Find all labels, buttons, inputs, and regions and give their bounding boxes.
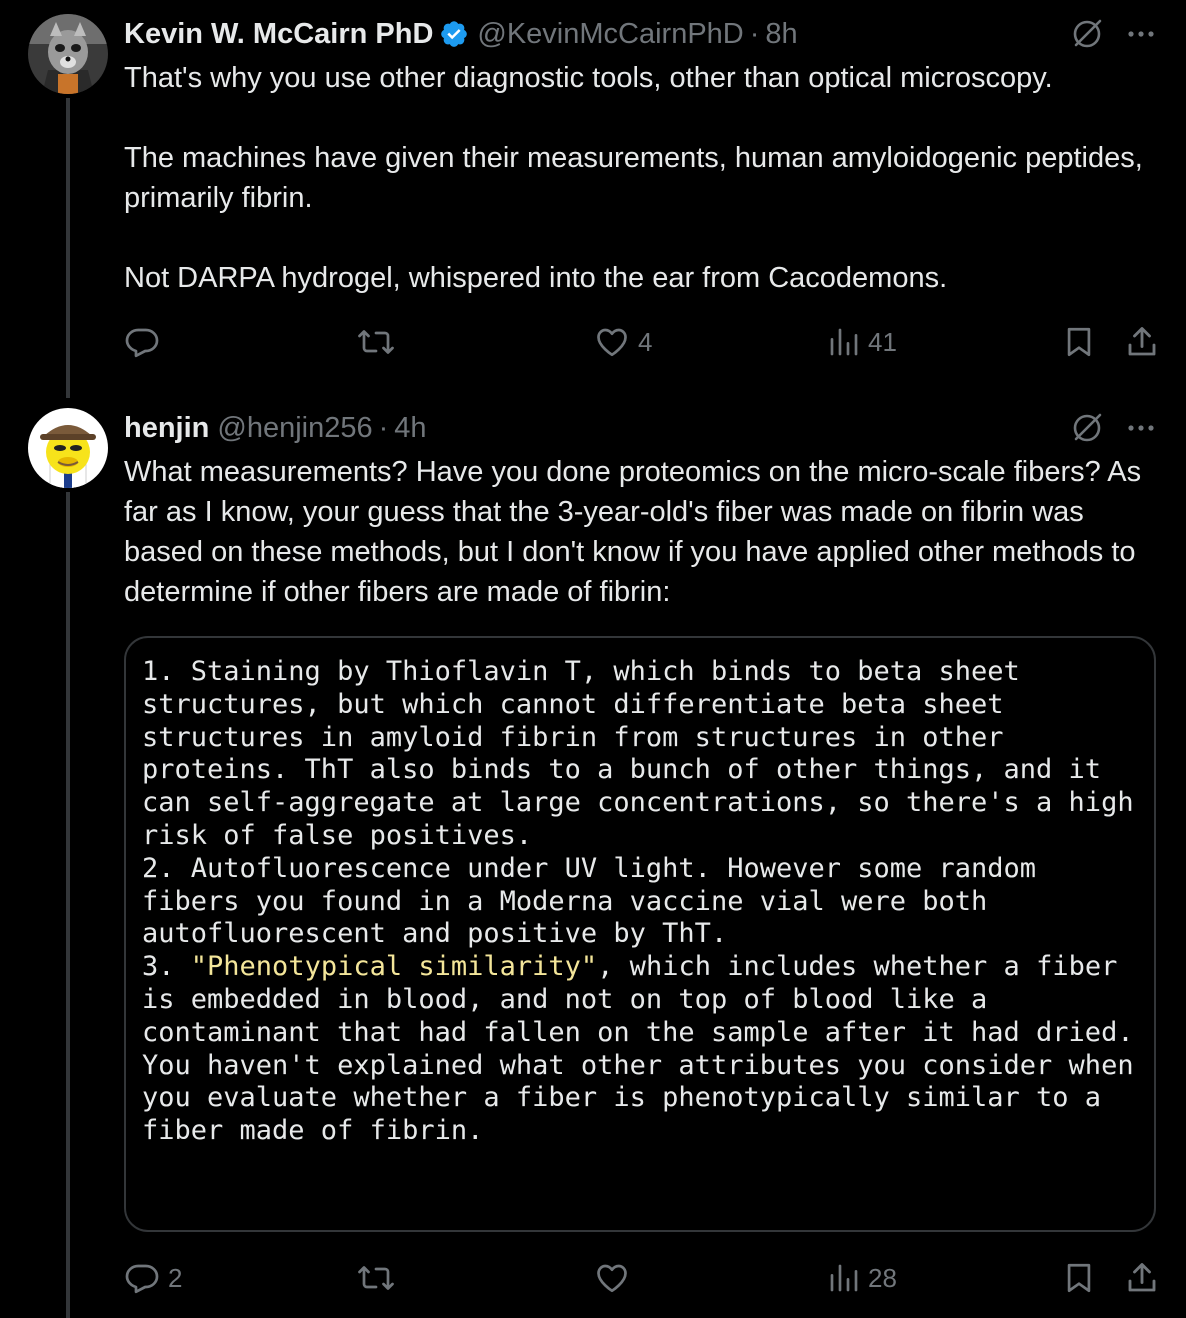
tweet-actions [124,1256,1164,1300]
separator-dot: · [749,17,760,50]
code-line: can self-aggregate at large concentrations, so there's a high [142,787,1134,819]
views-button[interactable] [828,1256,897,1300]
avatar[interactable] [28,14,108,94]
like-icon [594,1260,630,1296]
tweet-text [124,58,1164,298]
bookmark-icon [1062,1260,1096,1296]
views-button[interactable] [828,320,897,364]
tweet-text [124,452,1164,612]
repost-button[interactable] [356,1256,396,1300]
like-icon [594,324,630,360]
tweet-paragraph: Not DARPA hydrogel, whispered into the ear from Cacodemons. [124,262,948,294]
code-line [142,951,1138,984]
more-icon[interactable] [1126,19,1156,49]
reply-count: 2 [168,1262,183,1293]
share-icon [1124,1260,1160,1296]
code-block [124,636,1156,1232]
tweet-paragraph: What measurements? Have you done proteomics on the micro-scale fibers? As far as I know, your guess that the 3-year-old's fiber was made on fibrin was based on these methods, but I don't know if you have applied other methods to determine if other fibers are made of fibrin: [124,456,1142,608]
reply-button[interactable] [124,320,160,364]
tweet-top-icons [1070,408,1156,448]
share-icon [1124,324,1160,360]
avatar[interactable] [28,408,108,488]
code-line: You haven't explained what other attributes you consider when [142,1049,1134,1081]
timestamp[interactable]: 8h [765,17,798,50]
reply-button[interactable] [124,1256,182,1300]
like-button[interactable] [594,320,652,364]
code-line: proteins. ThT also binds to a bunch of other things, and it [142,754,1102,786]
code-line: 1. Staining by Thioflavin T, which binds to beta sheet [142,656,1020,687]
views-count: 28 [868,1262,897,1293]
author-name[interactable]: henjin [124,411,210,444]
tweet-header [124,408,427,448]
code-line: structures in amyloid fibrin from structures in other [142,721,1004,753]
thread-line [66,98,70,398]
thread-line [66,492,70,1318]
author-handle[interactable]: @henjin256 [217,411,373,444]
bookmark-button[interactable] [1062,1256,1096,1300]
views-icon [828,326,860,358]
code-line: you evaluate whether a fiber is phenotypically similar to a [142,1082,1102,1114]
reply-icon [124,1260,160,1296]
bookmark-button[interactable] [1062,320,1096,364]
code-line: is embedded in blood, and not on top of blood like a [142,983,988,1015]
tweet-header [124,14,798,54]
views-icon [828,1262,860,1294]
separator-dot: · [378,411,389,444]
repost-icon [356,324,396,360]
code-line: fiber made of fibrin. [142,1115,484,1147]
views-count: 41 [868,326,897,357]
repost-icon [356,1260,396,1296]
verified-badge-icon [439,19,469,49]
author-handle[interactable]: @KevinMcCairnPhD [477,17,744,50]
like-button[interactable] [594,1256,630,1300]
tweet-actions [124,320,1164,364]
share-button[interactable] [1124,1256,1160,1300]
code-line: autofluorescent and positive by ThT. [142,918,728,950]
share-button[interactable] [1124,320,1160,364]
grok-icon[interactable] [1070,17,1104,51]
code-line: structures, but which cannot differentiate beta sheet [142,688,1004,720]
more-icon[interactable] [1126,413,1156,443]
tweet-paragraph: The machines have given their measurements, human amyloidogenic peptides, primarily fibrin. [124,142,1143,214]
repost-button[interactable] [356,320,396,364]
code-string: "Phenotypical similarity" [190,951,598,983]
timestamp[interactable]: 4h [394,411,427,444]
author-name[interactable]: Kevin W. McCairn PhD [124,17,434,50]
code-line: 2. Autofluorescence under UV light. However some random [142,852,1037,884]
code-line: contaminant that had fallen on the sample after it had dried. [142,1016,1134,1048]
like-count: 4 [638,326,653,357]
code-line: risk of false positives. [142,819,533,851]
tweet-top-icons [1070,14,1156,54]
grok-icon[interactable] [1070,411,1104,445]
code-line: fibers you found in a Moderna vaccine vial were both [142,885,988,917]
reply-icon [124,324,160,360]
code-line-prefix: 3. [142,951,191,983]
code-line-rest: , which includes whether a fiber [597,951,1118,983]
tweet-paragraph: That's why you use other diagnostic tools, other than optical microscopy. [124,62,1053,94]
bookmark-icon [1062,324,1096,360]
